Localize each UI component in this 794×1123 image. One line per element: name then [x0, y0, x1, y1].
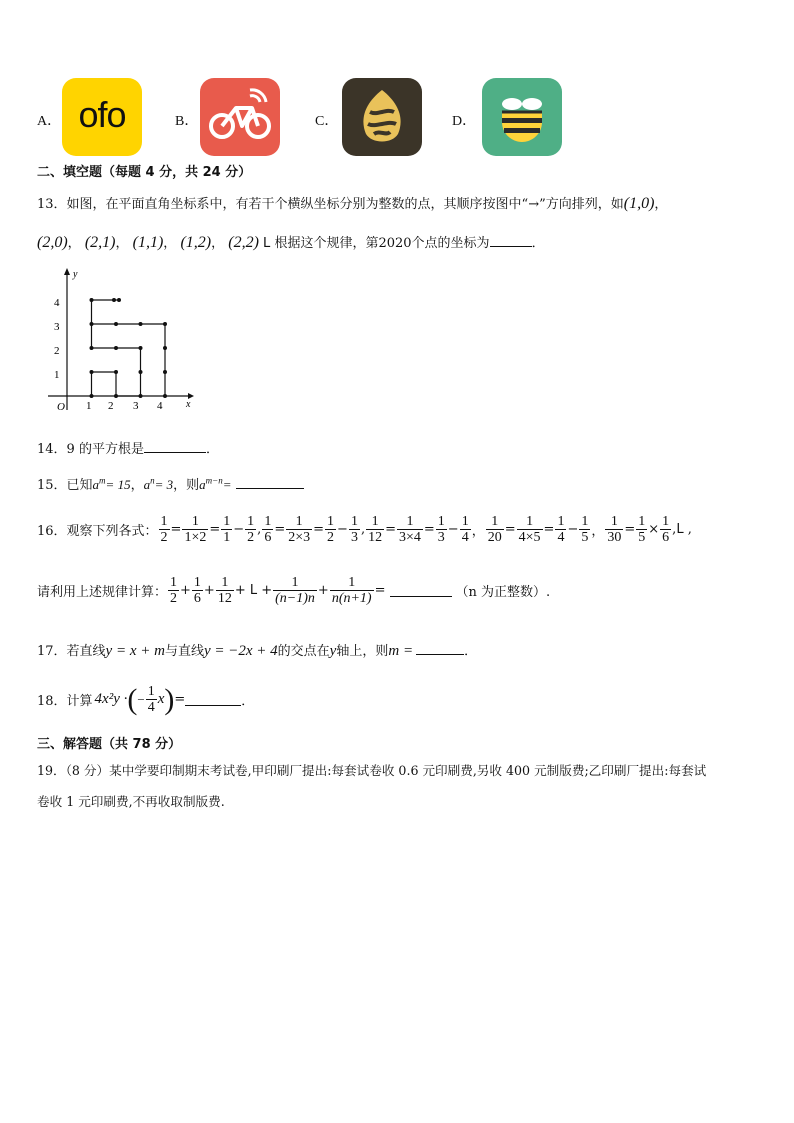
q18-answer-blank[interactable]: [185, 693, 241, 706]
q13-point-2-0: (2,0): [37, 234, 68, 251]
q13-line1: [37, 193, 667, 213]
g4n: 1: [291, 575, 299, 590]
point-sequence-path: [92, 324, 166, 396]
q14-period: ．: [205, 442, 219, 457]
q15-answer-blank[interactable]: [236, 476, 304, 489]
q16-note: （n 为正整数）.: [455, 585, 551, 600]
f4d: 2: [247, 530, 255, 545]
f13n: 1: [491, 514, 499, 529]
f19d: 6: [662, 530, 670, 545]
q14-text: 14．9 的平方根是: [37, 442, 144, 457]
f6d: 2×3: [288, 530, 311, 545]
g2n: 1: [193, 575, 201, 590]
q15-text: 15．已知: [37, 478, 93, 493]
q18-eq: =: [174, 692, 186, 707]
q18-period: ．: [241, 694, 255, 709]
mobike-logo-icon: [200, 78, 280, 156]
point-sequence-top: [92, 300, 121, 324]
q15-eq: =: [222, 477, 232, 492]
q13-text-c: 根据这个规律，第: [274, 236, 379, 251]
f12n: 1: [461, 514, 469, 529]
ofo-logo-icon: [62, 78, 142, 156]
f9d: 12: [368, 530, 383, 545]
f7d: 2: [327, 530, 335, 545]
q13-answer-blank[interactable]: [490, 234, 532, 247]
x-tick-3: 3: [133, 400, 139, 412]
q13-text-d: 个点的坐标为: [411, 236, 490, 251]
bee-logo-icon: [482, 78, 562, 156]
f1d: 2: [160, 530, 168, 545]
f17n: 1: [610, 514, 618, 529]
f11n: 1: [437, 514, 445, 529]
ofo-logo-text: ofo: [78, 94, 126, 135]
q16-line2: 请利用上述规律计算： $\frac{1}{2}$ + $\frac{1}{6}$ + $\frac{1}{12}$ + L + $\frac{1}{(n-1)n}$ + $\frac{1}{n(n+1)}$ = （n 为正整数）.: [37, 575, 551, 606]
q15-eq15: = 15: [105, 477, 131, 492]
f11d: 3: [437, 530, 445, 545]
q17: [37, 640, 477, 660]
section-3-heading: 三、解答题（共 78 分）: [37, 737, 182, 752]
q18-expr: 4x²y ·: [94, 691, 128, 707]
q13-comma-3: ，: [115, 236, 129, 251]
q15-exp-mn: m−n: [205, 475, 223, 486]
g3n: 1: [221, 575, 229, 590]
q13-ellipsis: L: [263, 236, 271, 251]
f15d: 4: [557, 530, 565, 545]
x-tick-4: 4: [157, 400, 163, 412]
f14d: 4×5: [518, 530, 541, 545]
q18-rparen: ): [164, 682, 175, 716]
axis-label-y: y: [73, 269, 78, 280]
q13-coordinate-graph: [40, 265, 200, 415]
q13-point-1-1: (1,1): [132, 234, 164, 251]
q13-point-2-2: (2,2): [228, 234, 259, 251]
q16-text: 16．观察下列各式：: [37, 524, 158, 539]
y-tick-1: 1: [54, 369, 60, 381]
q16-plus-ellipsis: + L +: [234, 583, 273, 598]
q13-point-1-0: (1,0): [623, 195, 655, 212]
y-tick-2: 2: [54, 345, 60, 357]
g5d: n(n+1): [331, 591, 372, 606]
y-tick-4: 4: [54, 297, 60, 309]
f10d: 3×4: [398, 530, 421, 545]
f13d: 20: [487, 530, 502, 545]
f6n: 1: [295, 514, 303, 529]
q17-text-a: 17．若直线: [37, 644, 106, 659]
f3d: 1: [223, 530, 231, 545]
q16-line2-text: 请利用上述规律计算：: [37, 585, 168, 600]
g4d: (n−1)n: [275, 591, 315, 606]
f8n: 1: [350, 514, 358, 529]
q15-a2: a: [143, 477, 151, 492]
q13-text-a: 13．如图，在平面直角坐标系中，有若干个横纵坐标分别为整数的点，其顺序按图中“: [37, 197, 529, 212]
q15: [37, 474, 304, 493]
q17-m: m =: [388, 643, 414, 659]
f15n: 1: [557, 514, 565, 529]
f18d: 5: [638, 530, 646, 545]
f2d: 1×2: [184, 530, 207, 545]
q18: 18．计算 4x²y · ( − $\frac{1}{4}$ x ) = ．: [37, 682, 255, 716]
q18-fn: 1: [147, 684, 155, 699]
g2d: 6: [193, 591, 201, 606]
q16-ellipsis: L: [676, 522, 684, 537]
g5n: 1: [348, 575, 356, 590]
f1n: 1: [160, 514, 168, 529]
origin-label: O: [57, 401, 65, 413]
f18n: 1: [638, 514, 646, 529]
q13-comma-2: ，: [67, 236, 81, 251]
y-tick-3: 3: [54, 321, 60, 333]
g1d: 2: [170, 591, 178, 606]
q13-comma-5: ，: [211, 236, 225, 251]
q13-comma-4: ，: [163, 236, 177, 251]
option-c-letter: C．: [315, 114, 339, 129]
option-a-letter: A．: [37, 114, 62, 129]
f9n: 1: [371, 514, 379, 529]
f16d: 5: [581, 530, 589, 545]
q13-text-b: ”方向排列，如: [539, 197, 624, 212]
x-tick-2: 2: [108, 400, 114, 412]
g3d: 12: [217, 591, 232, 606]
f8d: 3: [350, 530, 358, 545]
q14-answer-blank[interactable]: [144, 440, 206, 453]
q17-text-b: 与直线: [164, 644, 204, 659]
f2n: 1: [191, 514, 199, 529]
q18-fd: 4: [147, 700, 155, 715]
q15-a3: a: [199, 477, 206, 492]
q15-then: ，则: [173, 478, 200, 493]
q18-lparen: (: [127, 682, 138, 716]
f19n: 1: [662, 514, 670, 529]
q15-eq3: = 3: [154, 477, 174, 492]
option-b-letter: B．: [175, 114, 199, 129]
pinecone-logo-icon: [342, 78, 422, 156]
q13-point-1-2: (1,2): [180, 234, 212, 251]
q15-exp-m: m: [99, 475, 106, 486]
q17-answer-blank[interactable]: [416, 642, 464, 655]
option-d-letter: D．: [452, 114, 477, 129]
q17-line1-eq: y = x + m: [105, 643, 165, 659]
g1n: 1: [170, 575, 178, 590]
f3n: 1: [223, 514, 231, 529]
q13-number: 2020: [378, 236, 412, 251]
q13-period: ．: [531, 236, 545, 251]
x-tick-1: 1: [86, 400, 92, 412]
q18-x: x: [157, 691, 165, 707]
q17-text-d: 轴上，则: [336, 644, 389, 659]
q15-comma: ，: [130, 478, 144, 493]
q17-text-c: 的交点在: [277, 644, 330, 659]
y-axis-arrow: [64, 268, 70, 275]
q13-arrow: →: [528, 197, 540, 212]
section-2-heading: 二、填空题（每题 4 分，共 24 分）: [37, 165, 252, 180]
f4n: 1: [247, 514, 255, 529]
q17-line2-eq: y = −2x + 4: [203, 643, 278, 659]
q15-a: a: [92, 477, 100, 492]
q16-line1: 16．观察下列各式： $\frac{1}{2}$ = $\frac{1}{1\times 2}$ = $\frac{1}{1}$ − $\frac{1}{2}$ , $\frac{1}{6}$ = $\frac{1}{2\times 3}$ = $\frac{1}{2}$ − $\frac{1}{3}$ , $\frac{1}{12}$ = $\frac{1}{3\times 4}$ = $\frac{1}{3}$ − $\frac{1}{4}$ ， $\frac{1}{20}$ = $\frac{1}{4\times 5}$ = $\frac{1}{4}$ − $\frac{1}{5}$ ， $\frac{1}{30}$ = $\frac{1}{5}$ × $\frac{1}{6}$ , L ,: [37, 514, 692, 545]
q15-exp-n: n: [150, 475, 155, 486]
q19-line1: 19．（8 分）某中学要印制期末考试卷,甲印刷厂提出:每套试卷收 0.6 元印刷费,另收 400 元制版费;乙印刷厂提出:每套试: [37, 763, 707, 778]
q14: [37, 438, 219, 457]
q13-point-2-1: (2,1): [84, 234, 116, 251]
q17-period: ．: [464, 644, 478, 659]
q16-answer-blank[interactable]: [390, 584, 452, 597]
f7n: 1: [327, 514, 335, 529]
f5d: 6: [264, 530, 272, 545]
q13-line2: [37, 232, 545, 252]
f17d: 30: [607, 530, 622, 545]
q18-text: 18．计算: [37, 694, 93, 709]
f5n: 1: [264, 514, 272, 529]
f10n: 1: [406, 514, 414, 529]
q17-y: y: [329, 643, 337, 659]
f14n: 1: [526, 514, 534, 529]
axis-label-x: x: [186, 399, 191, 410]
f12d: 4: [461, 530, 469, 545]
q19-line2: 卷收 1 元印刷费,不再收取制版费.: [37, 794, 225, 809]
f16n: 1: [581, 514, 589, 529]
q13-comma: ，: [654, 197, 668, 212]
